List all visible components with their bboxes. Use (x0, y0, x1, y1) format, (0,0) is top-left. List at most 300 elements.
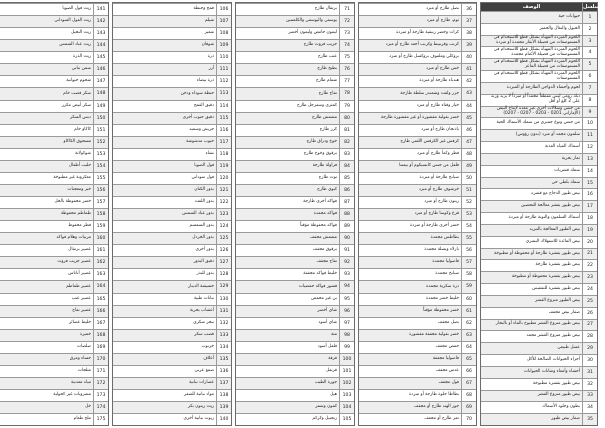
row-number: 129 (216, 281, 231, 292)
row-description: فول مجفف (438, 380, 459, 386)
row-number: 107 (216, 16, 231, 27)
row-number: 1 (582, 12, 597, 23)
row-description: فاصوليا مجففة (432, 355, 459, 361)
row-number: 139 (216, 402, 231, 413)
table-row (236, 75, 354, 87)
table-row (236, 317, 354, 329)
row-description: أعشاب بحرية (189, 307, 214, 313)
row-description: بذور السمسم (189, 223, 214, 229)
row-number: 102 (339, 378, 354, 389)
table-row (359, 124, 476, 136)
row-description: ذرة (207, 54, 214, 60)
row-number: 92 (339, 257, 354, 268)
row-description: خضر بقولية مجففة مقشورة (409, 331, 459, 337)
row-description: ثمار بحرية (561, 155, 580, 161)
row-number: 41 (461, 64, 476, 75)
row-description: سمك قشريات (554, 167, 580, 173)
row-number: 76 (339, 64, 354, 75)
table-row (359, 329, 476, 341)
row-number: 121 (216, 185, 231, 196)
table-column (112, 2, 232, 426)
row-number: 126 (216, 245, 231, 256)
row-number: 150 (93, 113, 108, 124)
table-row (0, 244, 108, 256)
table-row (481, 153, 597, 165)
row-number: 118 (216, 149, 231, 160)
row-number: 90 (339, 233, 354, 244)
row-description: ثوم، طازج أو مبرد (426, 18, 459, 24)
row-number: 61 (461, 306, 476, 317)
row-number: 138 (216, 390, 231, 401)
row-description: ديك رومي ليس مقطعاً مجمداً أو مبرداً لا يزيد وزنه على 2 كلغ أو أقل (491, 94, 580, 105)
table-row (0, 365, 108, 377)
table-row (113, 329, 231, 341)
row-description: بطيخ طازج (317, 66, 337, 72)
row-description: ذرة بيضاء (196, 78, 214, 84)
row-description: هندباء طازجة أو مبردة (419, 78, 459, 84)
row-description: سلمون مجمد أو مبرد (بدون رؤوس) (515, 132, 580, 138)
row-description: بيض المائدة للاستهلاك البشري (525, 238, 580, 244)
row-description: خضر أخرى طازجة أو مبردة (410, 223, 459, 229)
row-description: دقيق القمح (193, 102, 214, 108)
row-number: 9 (582, 107, 597, 118)
row-description: دبس السكر (69, 114, 91, 120)
row-number: 98 (339, 330, 354, 341)
row-description: بيض طيور بقشرة مطبوخة (533, 380, 580, 386)
row-description: بيض طيور منزوع القشر (537, 392, 580, 398)
row-description: حيوانات حية (558, 13, 580, 19)
row-description: بيض طيور منزوع القشر مطبوخ بالماء أو بالبخار (495, 321, 580, 327)
row-number: 151 (93, 125, 108, 136)
table-row (481, 354, 597, 366)
table-row (236, 256, 354, 268)
row-number: 163 (93, 269, 108, 280)
table-row (113, 353, 231, 365)
table-row (113, 172, 231, 184)
row-number: 171 (93, 366, 108, 377)
row-number: 4 (582, 47, 597, 58)
row-description: عصير برتقال (68, 247, 91, 253)
row-number: 80 (339, 113, 354, 124)
table-row (113, 27, 231, 39)
row-number: 36 (461, 4, 476, 15)
row-number: 46 (461, 125, 476, 136)
row-description: بصل طازج أو مبرد (425, 6, 459, 12)
table-row (236, 232, 354, 244)
row-description: ملح طعام (73, 416, 91, 422)
table-column (358, 2, 477, 426)
row-number: 78 (339, 88, 354, 99)
row-description: بيض طيور بقشرة محفوظة أو مطبوخة (511, 274, 580, 280)
row-description: قرع وكوسا طازج أو مبرد (414, 211, 459, 217)
table-row (0, 100, 108, 112)
row-number: 144 (93, 40, 108, 51)
row-description: دقيق البذور (193, 259, 214, 265)
table-row (0, 305, 108, 317)
row-number: 147 (93, 76, 108, 87)
table-row (481, 271, 597, 283)
table-row (0, 341, 108, 353)
row-number: 34 (582, 402, 597, 413)
table-row (236, 208, 354, 220)
row-number: 40 (461, 52, 476, 63)
row-description: حمص مجفف (435, 343, 459, 349)
row-number: 158 (93, 209, 108, 220)
row-description: خرنوب (201, 343, 214, 349)
table-row (113, 401, 231, 413)
row-description: أعلاف (203, 355, 214, 361)
table-row (359, 365, 476, 377)
table-row (113, 365, 231, 377)
row-number: 81 (339, 125, 354, 136)
table-row (481, 188, 597, 200)
row-number: 112 (216, 76, 231, 87)
row-description: صفار بيض طيور (551, 416, 580, 422)
row-description: بيض طيور منزوع القشر مجمد (526, 333, 580, 339)
row-number: 69 (461, 402, 476, 413)
row-description: كرنب وقرنبيط وكرنب أجعد طازج أو مبرد (385, 42, 459, 48)
table-row (236, 184, 354, 196)
row-description: زيوت نباتية أخرى (183, 416, 214, 422)
row-number: 97 (339, 318, 354, 329)
row-number: 21 (582, 249, 597, 260)
row-description: سمك بلطي حي (551, 179, 580, 185)
table-row (113, 377, 231, 389)
table-row (0, 15, 108, 27)
table-row (0, 329, 108, 341)
table-row (0, 280, 108, 292)
table-row (359, 87, 476, 99)
row-description: زيت الفول السوداني (54, 18, 91, 24)
row-description: خليط خضر مجمدة (425, 295, 459, 301)
row-description: فواكه أخرى طازجة (303, 199, 337, 205)
row-number: 85 (339, 173, 354, 184)
table-row (0, 353, 108, 365)
row-number: 173 (93, 390, 108, 401)
row-number: 89 (339, 221, 354, 232)
row-number: 140 (216, 414, 231, 425)
row-description: خرشوف طازج أو مبرد (418, 187, 459, 193)
row-number: 50 (461, 173, 476, 184)
table-row (481, 330, 597, 342)
row-number: 38 (461, 28, 476, 39)
table-row (0, 75, 108, 87)
row-description: خليط فواكه مجففة (303, 271, 337, 277)
row-description: جوز الهند طازج أو مجفف (414, 404, 459, 410)
row-description: تمر طازج أو مجفف (424, 416, 459, 422)
row-number: 127 (216, 257, 231, 268)
table-row (113, 112, 231, 124)
table-row (359, 232, 476, 244)
row-description: خميرة (79, 331, 91, 337)
row-number: 14 (582, 166, 597, 177)
row-description: بذور للبذر (196, 271, 214, 277)
row-number: 146 (93, 64, 108, 75)
row-description: ذرة سكرية مجمدة (426, 283, 459, 289)
row-number: 142 (93, 16, 108, 27)
header-description: الوصف (522, 4, 541, 10)
row-number: 59 (461, 281, 476, 292)
table-row (481, 295, 597, 307)
row-description: سكر قصب خام (63, 90, 91, 96)
table-row (113, 341, 231, 353)
table-row (236, 15, 354, 27)
row-description: اللحوم المبردة المهيأة بشكل قطع للاستخدام في المستوصفات من فصيلة الأغنام مجمدة (493, 46, 580, 57)
row-number: 104 (339, 402, 354, 413)
table-row (113, 244, 231, 256)
row-description: أجزاء الحيوانات الصالحة للأكل (526, 356, 580, 362)
table-row (481, 200, 597, 212)
table-row (0, 196, 108, 208)
table-row (359, 317, 476, 329)
table-row (0, 172, 108, 184)
row-number: 114 (216, 101, 231, 112)
row-description: تفاح مجفف (316, 259, 337, 265)
row-description: جريب فروت طازج (303, 42, 337, 48)
row-description: عصير جريب فروت (57, 259, 91, 265)
row-description: فلفل أسود (317, 343, 337, 349)
table-row (359, 220, 476, 232)
table-row (113, 389, 231, 401)
table-row (0, 389, 108, 401)
table-row (113, 100, 231, 112)
row-number: 70 (461, 414, 476, 425)
row-number: 169 (93, 342, 108, 353)
table-row (481, 378, 597, 390)
row-number: 3 (582, 36, 597, 47)
table-row (0, 293, 108, 305)
row-number: 18 (582, 213, 597, 224)
row-description: بن غير محمص (311, 295, 337, 301)
row-number: 25 (582, 296, 597, 307)
row-number: 53 (461, 209, 476, 220)
row-description: حساء ومرق (69, 355, 91, 361)
table-row (236, 329, 354, 341)
table-row (236, 389, 354, 401)
table-column (235, 2, 355, 426)
row-number: 116 (216, 125, 231, 136)
row-description: خضر محفوظة مؤقتاً (423, 307, 459, 313)
row-number: 51 (461, 185, 476, 196)
row-number: 148 (93, 88, 108, 99)
row-number: 159 (93, 221, 108, 232)
table-column (480, 2, 605, 426)
row-number: 117 (216, 137, 231, 148)
table-row (113, 3, 231, 15)
row-description: عسل طبيعي (557, 345, 580, 351)
table-row (481, 70, 597, 82)
row-number: 122 (216, 197, 231, 208)
table-row (359, 389, 476, 401)
row-number: 170 (93, 354, 108, 365)
row-number: 5 (582, 59, 597, 70)
row-number: 134 (216, 342, 231, 353)
row-description: زنجبيل وكركم (312, 416, 337, 422)
table-row (236, 172, 354, 184)
table-row (0, 208, 108, 220)
table-row (0, 268, 108, 280)
table-row (113, 15, 231, 27)
row-description: جوزة الطيب (314, 380, 337, 386)
row-description: برقوق مجفف (312, 247, 337, 253)
table-row (481, 141, 597, 153)
table-row (236, 401, 354, 413)
row-description: بيض الطيور منزوع القشر (535, 297, 580, 303)
row-description: خليط عصائر (69, 319, 91, 325)
row-number: 157 (93, 197, 108, 208)
table-header (481, 3, 605, 11)
row-number: 58 (461, 269, 476, 280)
table-row (0, 87, 108, 99)
table-row (236, 244, 354, 256)
row-number: 23 (582, 272, 597, 283)
table-row (481, 401, 597, 413)
row-description: زيت عباد الشمس (59, 42, 91, 48)
row-description: بيض طيور بقشر معالجة للتحضين (521, 203, 580, 209)
table-row (481, 106, 597, 118)
row-number: 72 (339, 16, 354, 27)
table-row (0, 136, 108, 148)
row-number: 67 (461, 378, 476, 389)
row-description: شاي أسود (318, 319, 337, 325)
row-number: 8 (582, 95, 597, 106)
table-row (0, 3, 108, 15)
row-description: شحوم حيوانية (66, 78, 91, 84)
table-row (359, 256, 476, 268)
row-description: متة (331, 331, 337, 337)
row-number: 65 (461, 354, 476, 365)
table-row (236, 39, 354, 51)
header-number: التسلسل (583, 4, 605, 10)
row-description: بذور عباد الشمس (182, 211, 214, 217)
table-row (481, 283, 597, 295)
table-row (481, 248, 597, 260)
row-description: مشمش مجفف (309, 235, 337, 241)
row-description: عصير أناناس (68, 271, 91, 277)
row-description: بصل مجفف (437, 319, 459, 325)
table-row (236, 377, 354, 389)
table-row (236, 51, 354, 63)
row-number: 105 (339, 414, 354, 425)
row-description: بذور الخردل (192, 235, 214, 241)
table-row (359, 293, 476, 305)
table-row (113, 75, 231, 87)
row-number: 77 (339, 76, 354, 87)
row-description: فراولة طازجة (312, 162, 337, 168)
row-number: 79 (339, 101, 354, 112)
row-number: 106 (216, 4, 231, 15)
row-description: من جنس ونوع جمبري من سمك الأسماك الحية (496, 120, 580, 126)
row-description: بطاطس مجمدة (430, 235, 459, 241)
row-description: بذور اللفت (194, 199, 214, 205)
row-number: 91 (339, 245, 354, 256)
row-number: 175 (93, 414, 108, 425)
row-description: شاي أخضر (317, 307, 337, 313)
row-number: 30 (582, 355, 597, 366)
row-description: دقيق حبوب أخرى (182, 114, 214, 120)
table-row (0, 63, 108, 75)
row-description: اللحوم المبردة المهيأة بشكل قطع للاستخدام في المستوصفات (493, 70, 580, 81)
table-row (0, 124, 108, 136)
row-number: 145 (93, 52, 108, 63)
table-row (113, 280, 231, 292)
row-description: الخيول والبغال والحمير (539, 25, 580, 31)
row-description: عنب طازج (317, 54, 337, 60)
table-row (113, 256, 231, 268)
row-description: كراث وخضر زنبقية طازجة أو مبردة (396, 30, 459, 36)
table-row (236, 196, 354, 208)
table-row (0, 256, 108, 268)
row-description: بيض طيور بقشرة طازجة (535, 262, 580, 268)
row-number: 135 (216, 354, 231, 365)
table-row (481, 390, 597, 402)
row-number: 2 (582, 24, 597, 35)
table-row (0, 112, 108, 124)
row-number: 174 (93, 402, 108, 413)
row-description: اللحوم المبردة المهيأة بشكل قطع للاستخدام في المستوصفات من فصيلة الأبقار مجمدة أو مبردة (493, 35, 580, 46)
row-number: 75 (339, 52, 354, 63)
table-row (113, 208, 231, 220)
table-row (113, 148, 231, 160)
row-number: 13 (582, 154, 597, 165)
table-row (0, 232, 108, 244)
row-description: قصب سكر (194, 331, 214, 337)
row-description: بذور أخرى (195, 247, 214, 253)
row-description: شوكولاتة (74, 150, 91, 156)
table-row (236, 27, 354, 39)
row-description: بيض الطيور المعالجة بالتبريد (529, 226, 580, 232)
row-number: 119 (216, 161, 231, 172)
table-row (0, 51, 108, 63)
table-row (236, 305, 354, 317)
row-description: بازلاء وبسلة مجمدة (424, 247, 459, 253)
row-description: بيض طيور بقشرة طازجة أو محفوظة أو مطبوخة (494, 250, 580, 256)
row-description: طماطم محفوظة (60, 211, 91, 217)
row-number: 26 (582, 308, 597, 319)
row-number: 42 (461, 76, 476, 87)
row-number: 160 (93, 233, 108, 244)
row-description: خبز ومعجنات (67, 187, 91, 193)
row-number: 125 (216, 233, 231, 244)
table-row (359, 51, 476, 63)
row-number: 55 (461, 233, 476, 244)
table-row (236, 341, 354, 353)
row-description: بطاطا حلوة طازجة أو مبردة (409, 392, 459, 398)
table-row (236, 353, 354, 365)
row-number: 132 (216, 318, 231, 329)
table-row (236, 148, 354, 160)
row-number: 94 (339, 281, 354, 292)
table-row (481, 413, 597, 425)
table-row (481, 224, 597, 236)
row-number: 165 (93, 294, 108, 305)
row-number: 167 (93, 318, 108, 329)
row-number: 137 (216, 378, 231, 389)
table-row (481, 165, 597, 177)
row-description: فواكه محفوظة مؤقتاً (300, 223, 337, 229)
table-row (0, 401, 108, 413)
row-description: زيت فول الصويا (62, 6, 91, 12)
table-row (236, 268, 354, 280)
row-description: اللحوم المبردة المهيأة بشكل قطع للاستخدام في المستوصفات من فصيلة الماعز (493, 58, 580, 69)
row-description: توت طازج (318, 174, 337, 180)
row-number: 68 (461, 390, 476, 401)
row-number: 33 (582, 391, 597, 402)
row-number: 156 (93, 185, 108, 196)
row-number: 31 (582, 367, 597, 378)
row-description: أسماك السلمون والتونة طازجة أو مبردة (508, 215, 580, 221)
row-number: 87 (339, 197, 354, 208)
